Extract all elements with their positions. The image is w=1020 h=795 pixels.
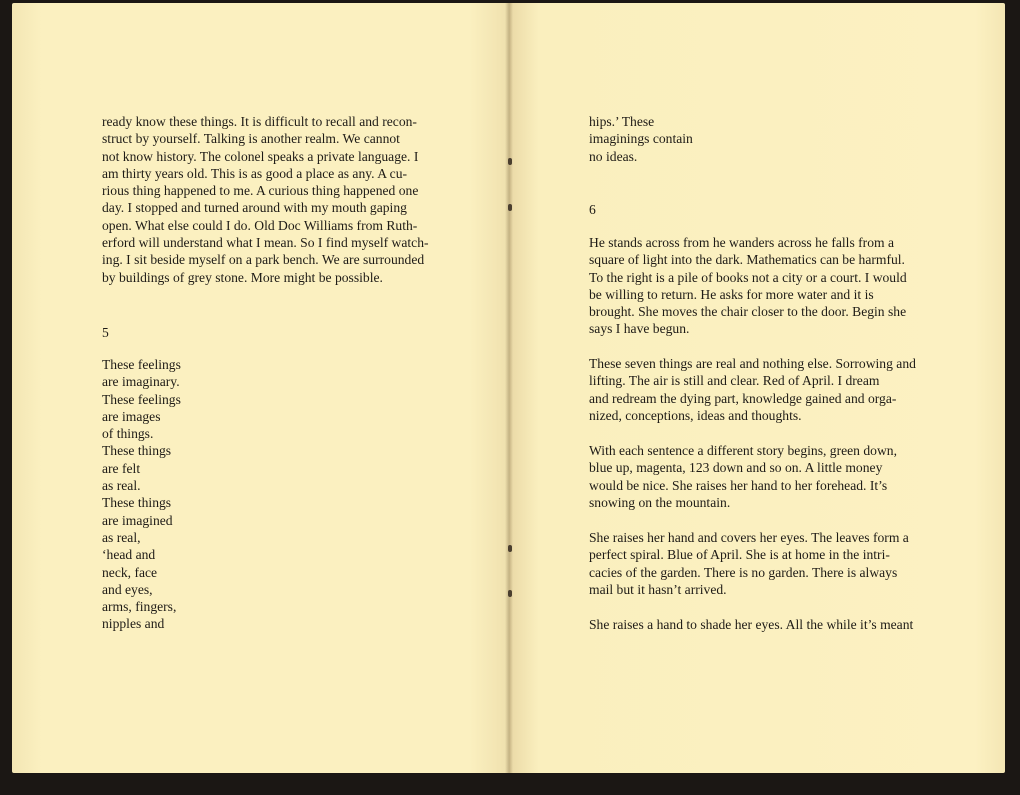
left-line-2: struct by yourself. Talking is another realm. We cannot [102, 131, 400, 147]
right-verse-line-2: imaginings contain [589, 131, 693, 147]
left-line-6: day. I stopped and turned around with my mouth gaping [102, 200, 407, 216]
section-number-5: 5 [102, 325, 109, 340]
verse-line-8: as real. [102, 478, 141, 494]
section-number-6: 6 [589, 202, 596, 217]
p2-line-3: and redream the dying part, knowledge gained and orga- [589, 390, 897, 406]
right-verse-line-3: no ideas. [589, 148, 638, 164]
binding-stitch [508, 158, 512, 165]
p1-line-6: says I have begun. [589, 321, 690, 337]
right-verse [589, 113, 693, 165]
verse-line-2: are imaginary. [102, 374, 180, 390]
verse-line-14: and eyes, [102, 581, 153, 597]
right-paragraph-3 [589, 442, 918, 511]
verse-line-9: These things [102, 495, 172, 511]
right-page [509, 3, 1005, 773]
left-verse [102, 356, 181, 633]
right-paragraph-1 [589, 234, 918, 338]
p2-line-1: These seven things are real and nothing else. Sorrowing and [589, 356, 916, 371]
left-line-8: erford will understand what I mean. So I find myself watch- [102, 235, 429, 251]
verse-line-6: These things [102, 443, 172, 459]
verse-line-7: are felt [102, 460, 141, 476]
binding-stitch [508, 590, 512, 597]
left-line-10: by buildings of grey stone. More might be possible. [102, 269, 383, 285]
verse-line-4: are images [102, 408, 161, 424]
p4-line-4: mail but it hasn’t arrived. [589, 581, 727, 597]
p2-line-2: lifting. The air is still and clear. Red of April. I dream [589, 373, 880, 389]
left-line-5: rious thing happened to me. A curious thing happened one [102, 183, 419, 199]
right-paragraph-2 [589, 355, 918, 424]
right-paragraph-4 [589, 529, 918, 598]
right-verse-line-1: hips.’ These [589, 114, 655, 129]
p3-line-2: blue up, magenta, 123 down and so on. A little money [589, 460, 883, 476]
p5-line-1: She raises a hand to shade her eyes. All the while it’s meant [589, 617, 914, 632]
left-line-3: not know history. The colonel speaks a private language. I [102, 148, 419, 164]
p1-line-1: He stands across from he wanders across he falls from a [589, 235, 895, 250]
p4-line-3: cacies of the garden. There is no garden. There is always [589, 564, 898, 580]
left-line-4: am thirty years old. This is as good a place as any. A cu- [102, 165, 408, 181]
verse-line-12: ‘head and [102, 547, 156, 563]
left-line-7: open. What else could I do. Old Doc Williams from Ruth- [102, 217, 418, 233]
binding-stitch [508, 545, 512, 552]
p2-line-4: nized, conceptions, ideas and thoughts. [589, 407, 802, 423]
p3-line-4: snowing on the mountain. [589, 494, 731, 510]
left-paragraph [102, 113, 444, 286]
verse-line-10: are imagined [102, 512, 173, 528]
verse-line-13: neck, face [102, 564, 158, 580]
p1-line-5: brought. She moves the chair closer to the door. Begin she [589, 304, 907, 320]
p3-line-1: With each sentence a different story begins, green down, [589, 443, 897, 458]
verse-line-3: These feelings [102, 391, 181, 407]
p4-line-2: perfect spiral. Blue of April. She is at home in the intri- [589, 547, 890, 563]
p1-line-4: be willing to return. He asks for more water and it is [589, 286, 874, 302]
p1-line-3: To the right is a pile of books not a city or a court. I would [589, 269, 907, 285]
left-page [12, 3, 509, 773]
right-paragraph-5 [589, 616, 918, 633]
verse-line-15: arms, fingers, [102, 599, 177, 615]
p1-line-2: square of light into the dark. Mathematics can be harmful. [589, 252, 905, 268]
book-gutter [505, 3, 513, 773]
verse-line-11: as real, [102, 529, 141, 545]
binding-stitch [508, 204, 512, 211]
verse-line-5: of things. [102, 426, 154, 442]
verse-line-16: nipples and [102, 616, 165, 632]
verse-line-1: These feelings [102, 357, 181, 372]
p4-line-1: She raises her hand and covers her eyes. The leaves form a [589, 530, 909, 545]
left-line-1: ready know these things. It is difficult to recall and recon- [102, 114, 417, 129]
left-line-9: ing. I sit beside myself on a park bench. We are surrounded [102, 252, 425, 268]
p3-line-3: would be nice. She raises her hand to her forehead. It’s [589, 477, 888, 493]
